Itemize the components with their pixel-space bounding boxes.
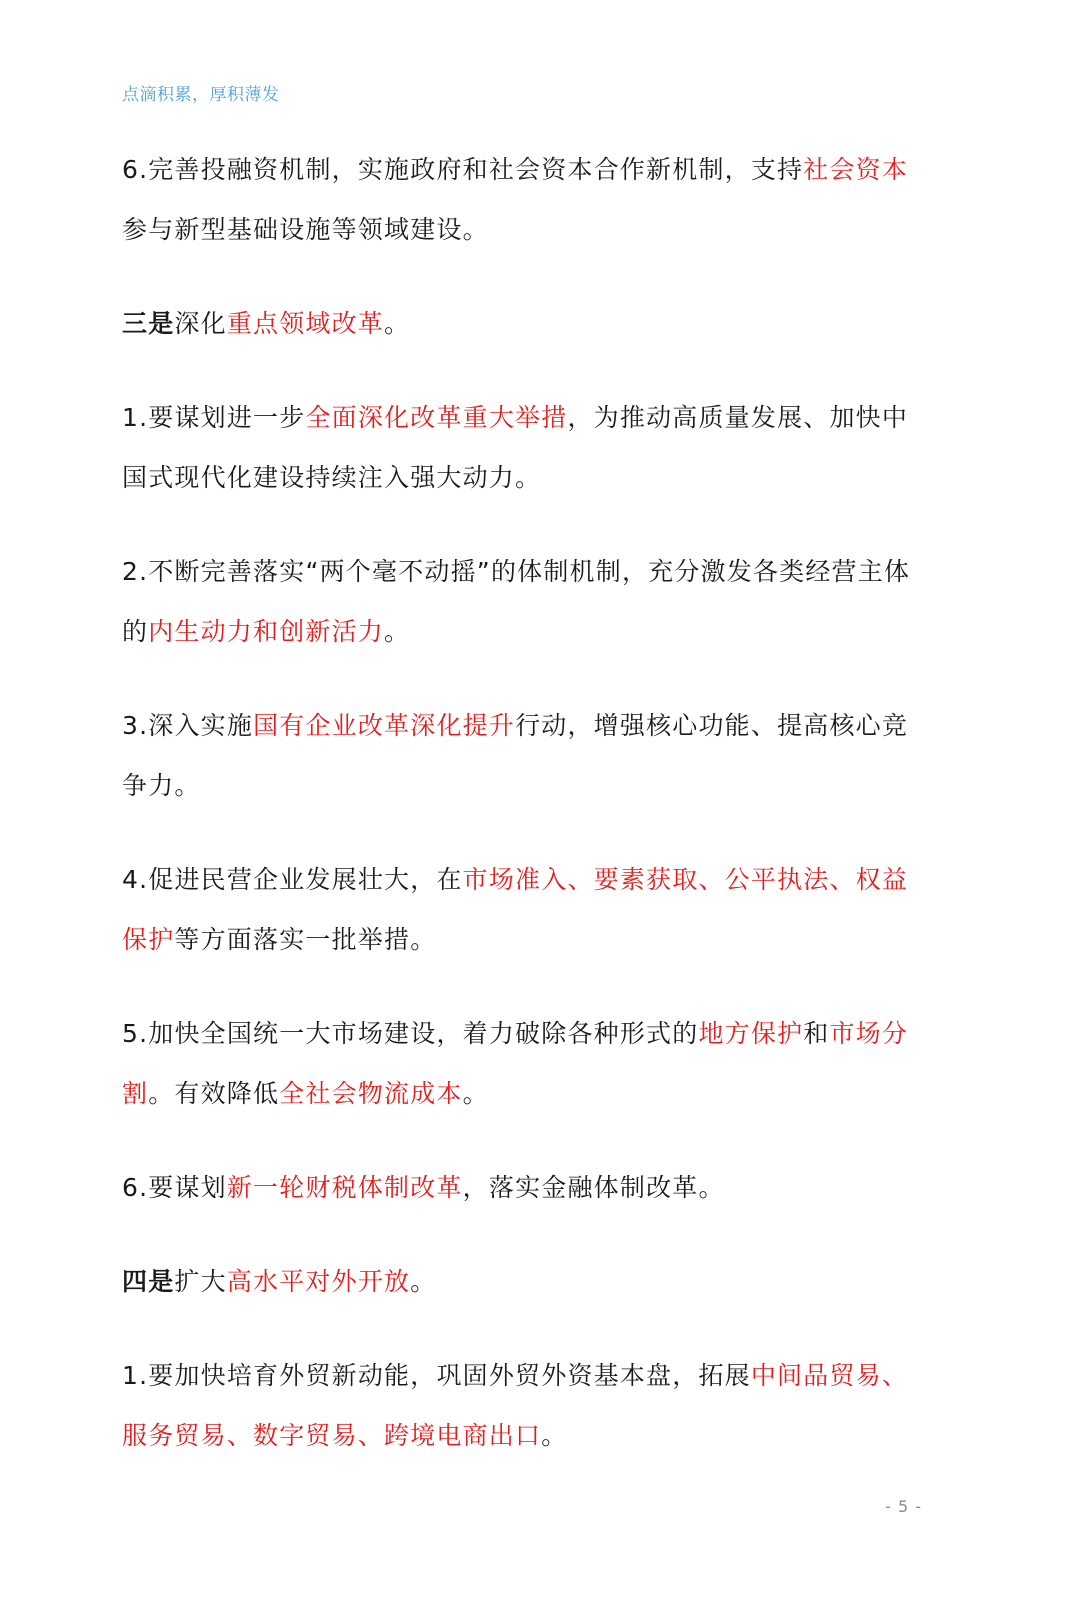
text-segment: 6.要谋划 (122, 1173, 227, 1202)
text-segment: 5.加快全国统一大市场建设，着力破除各种形式的 (122, 1019, 699, 1048)
highlighted-text: 高水平对外开放 (226, 1267, 411, 1296)
text-segment: 3.深入实施 (122, 711, 254, 740)
paragraph (122, 1346, 922, 1466)
highlighted-text: 全面深化改革重大举措 (305, 403, 568, 432)
section-heading (122, 294, 922, 354)
highlighted-text: 中间品贸易、服务贸易、数字贸易、跨境电商出口 (122, 1361, 909, 1450)
text-segment: 。 (384, 617, 411, 646)
highlighted-text: 国有企业改革深化提升 (253, 711, 516, 740)
header-motto: 点滴积累，厚积薄发 (122, 85, 280, 105)
page-number: - 5 - (885, 1497, 922, 1516)
paragraph (122, 140, 922, 260)
text-segment: 行动，增强核心功能、提高核心竞争力。 (122, 711, 909, 800)
highlighted-text: 社会资本 (803, 155, 909, 184)
highlighted-text: 内生动力和创新活力 (148, 617, 385, 646)
highlighted-text: 地方保护 (698, 1019, 804, 1048)
document-body (122, 140, 922, 1500)
text-segment: ，为推动高质量发展、加快中国式现代化建设持续注入强大动力。 (122, 403, 909, 492)
text-segment: 深化 (174, 309, 227, 338)
text-segment: ，落实金融体制改革。 (462, 1173, 725, 1202)
text-segment: 6.完善投融资机制，实施政府和社会资本合作新机制，支持 (122, 155, 804, 184)
text-segment: 。 (541, 1421, 568, 1450)
text-segment: 等方面落实一批举措。 (174, 925, 437, 954)
text-segment: 扩大 (174, 1267, 227, 1296)
text-segment: 。有效降低 (148, 1079, 280, 1108)
paragraph (122, 1004, 922, 1124)
text-segment: 2.不断完善落实“两个毫不动摇”的体制机制，充分激发各类经营主体的 (122, 557, 911, 646)
highlighted-text: 市场准入、要素获取、公平执法、权益保护 (122, 865, 909, 954)
highlighted-text: 新一轮财税体制改革 (226, 1173, 463, 1202)
paragraph (122, 542, 922, 662)
highlighted-text: 全社会物流成本 (279, 1079, 463, 1108)
bold-text: 三是 (122, 309, 175, 338)
text-segment: 和 (803, 1019, 830, 1048)
paragraph (122, 1158, 922, 1218)
paragraph (122, 850, 922, 970)
paragraph (122, 696, 922, 816)
text-segment: 4.促进民营企业发展壮大，在 (122, 865, 463, 894)
text-segment: 1.要谋划进一步 (122, 403, 306, 432)
paragraph (122, 388, 922, 508)
text-segment: 。 (384, 309, 411, 338)
highlighted-text: 市场分割 (122, 1019, 909, 1108)
text-segment: 。 (462, 1079, 489, 1108)
highlighted-text: 重点领域改革 (226, 309, 385, 338)
section-heading (122, 1252, 922, 1312)
text-segment: 。 (410, 1267, 437, 1296)
bold-text: 四是 (122, 1267, 175, 1296)
text-segment: 1.要加快培育外贸新动能，巩固外贸外资基本盘，拓展 (122, 1361, 751, 1390)
text-segment: 参与新型基础设施等领域建设。 (122, 215, 489, 244)
